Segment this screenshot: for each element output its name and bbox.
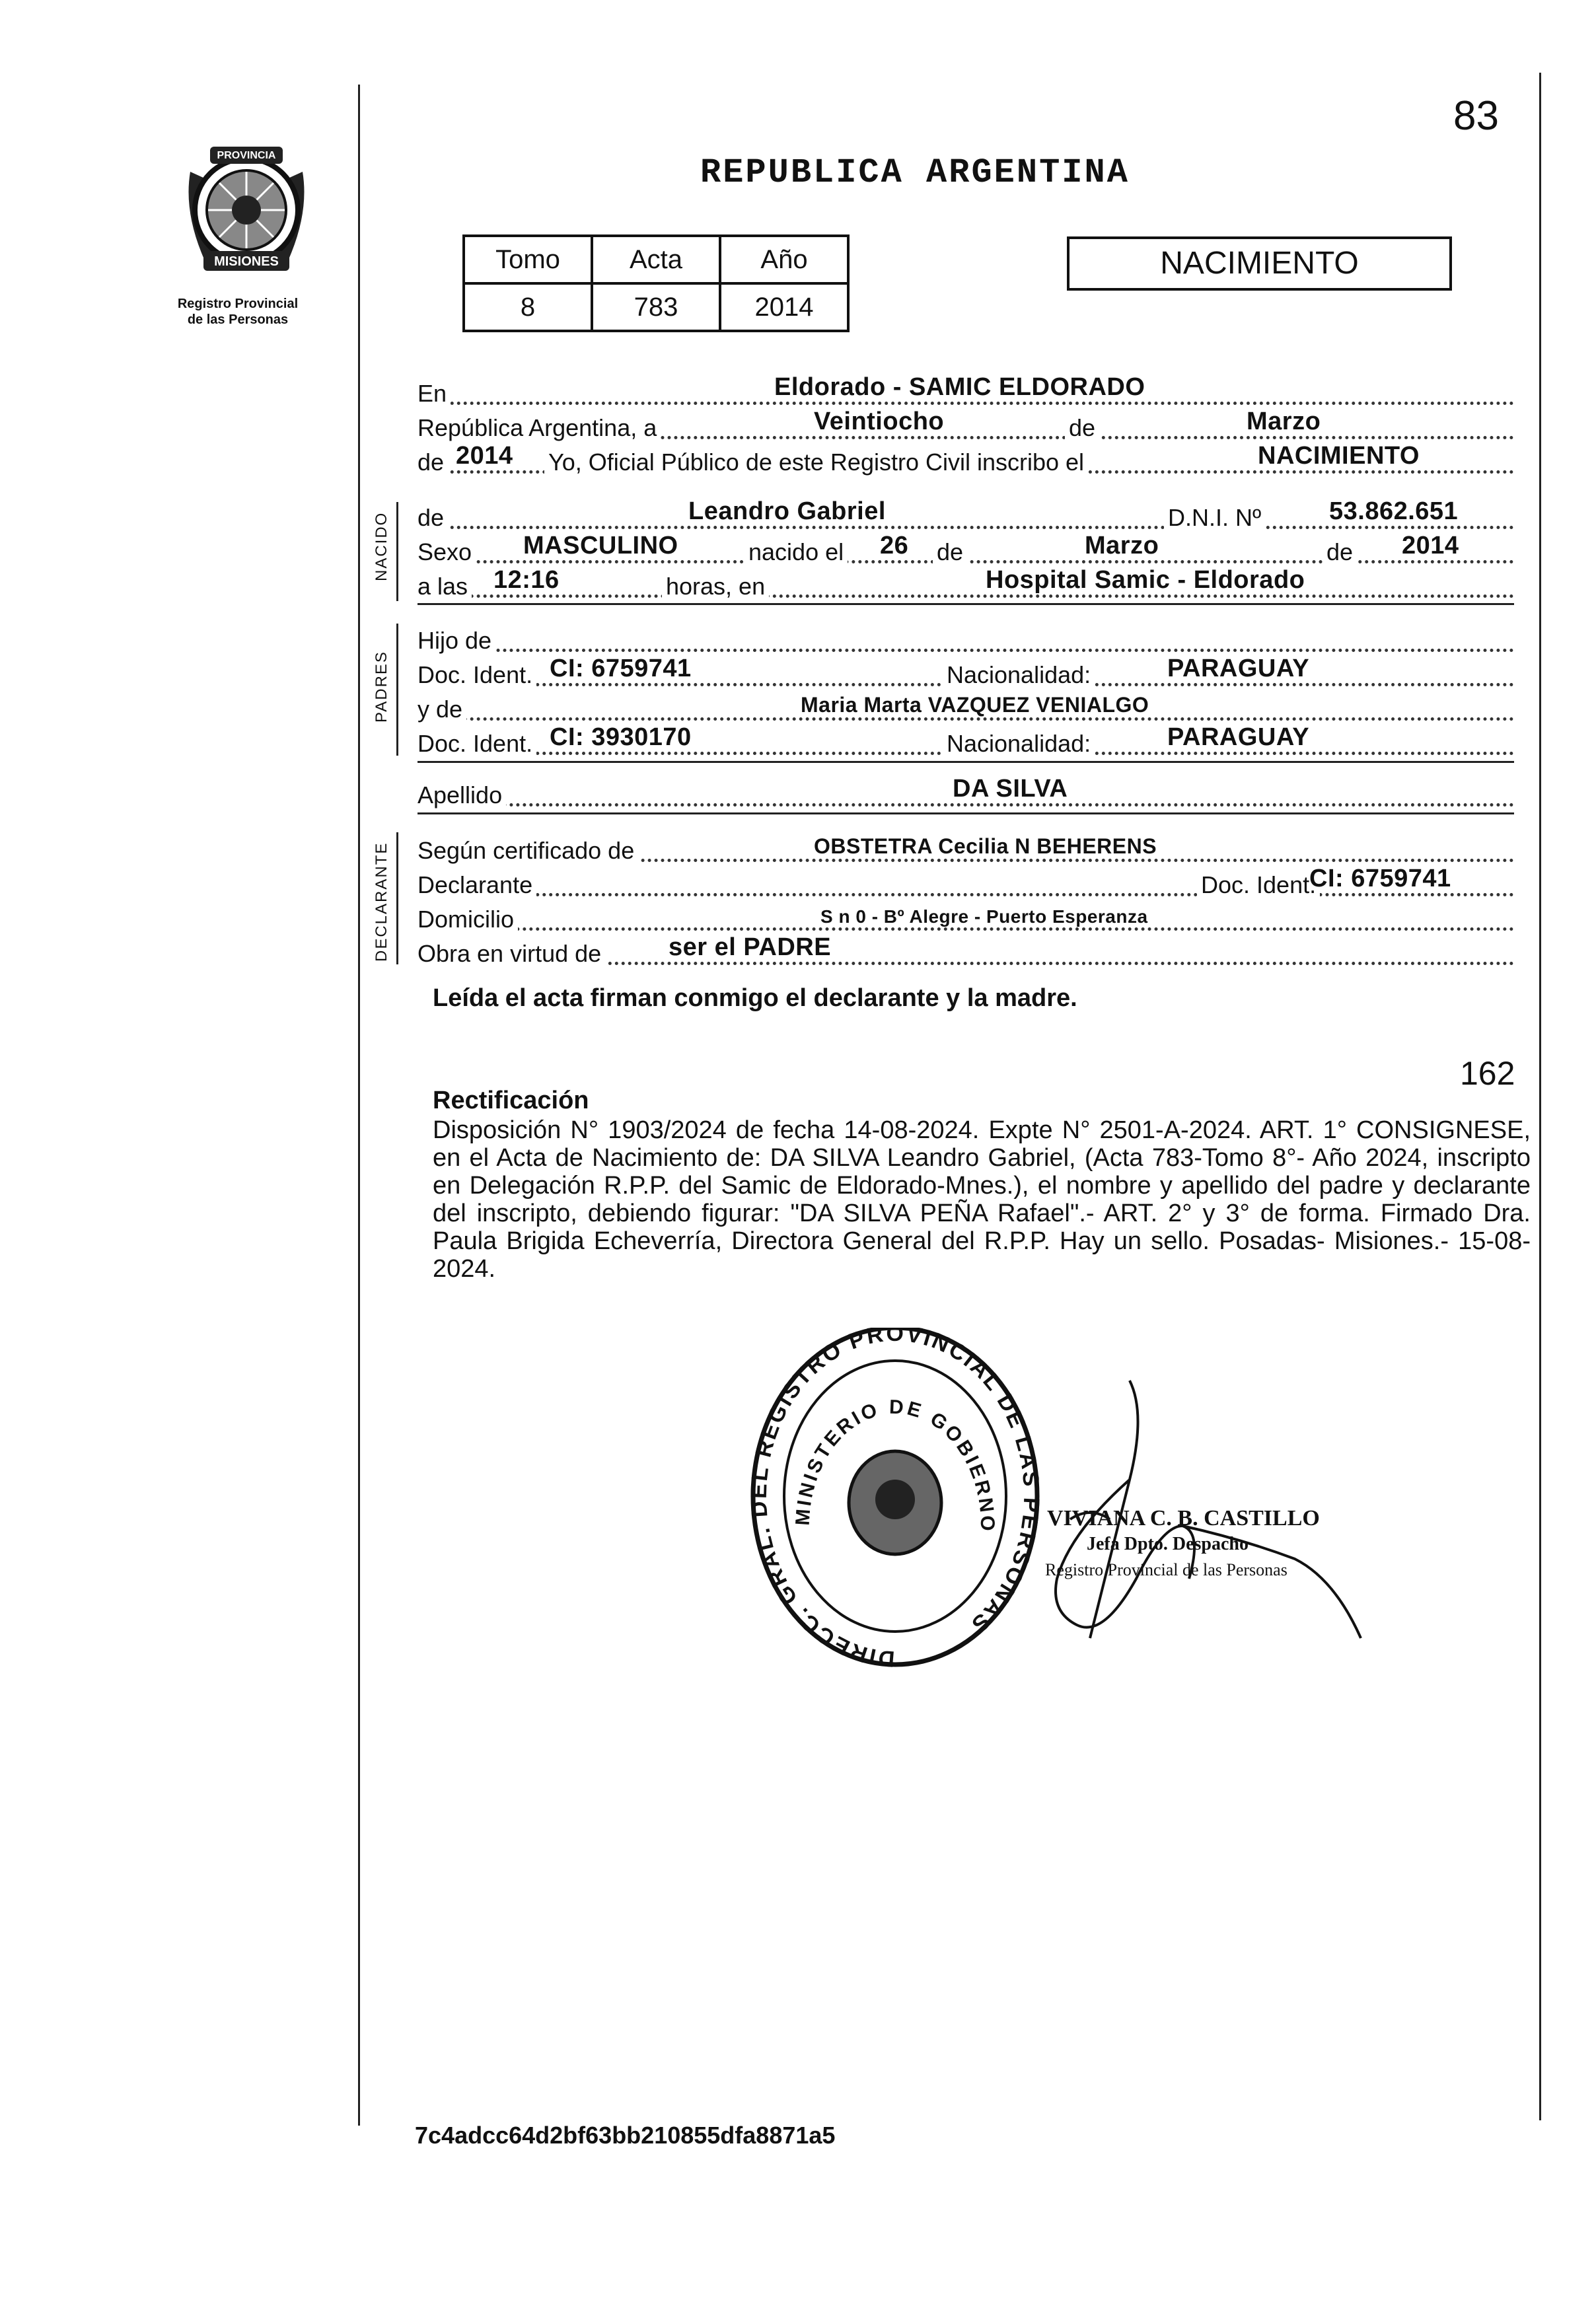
separator-3 [417,812,1514,814]
father-nac-label: Nacionalidad: [943,662,1095,688]
yde-label: y de [417,696,466,723]
row-apellido [417,775,1514,809]
page-title: REPUBLICA ARGENTINA [700,153,1130,192]
decl-doc-label: Doc. Ident. [1197,872,1320,898]
las-label: a las [417,573,472,600]
row-year-official [417,442,1514,476]
dni-label: D.N.I. Nº [1164,505,1265,531]
official-text: Yo, Oficial Público de este Registro Civil inscribo el [544,449,1088,476]
row-en [417,373,1514,407]
nacido-de-label: de [417,505,448,531]
mother-nac-label: Nacionalidad: [943,731,1095,757]
nacido-bracket [396,502,398,601]
row-nacido-name [417,497,1514,531]
row-father-doc [417,655,1514,688]
registry-logo [164,132,329,291]
right-margin-line [1539,73,1541,2120]
value-anio: 2014 [720,283,848,331]
republica-label: República Argentina, a [417,415,661,441]
obra-value: ser el PADRE [669,933,832,961]
declarante-field-label: Declarante [417,872,536,898]
registry-caption-line2: de las Personas [187,312,289,327]
birth-time: 12:16 [493,566,560,594]
nacido-label: NACIDO [373,511,390,581]
row-declarante [417,865,1514,898]
en-label: En [417,380,451,407]
birth-year: 2014 [1402,532,1459,559]
row-domicilio [417,902,1514,933]
domicilio-value: S n 0 - Bº Alegre - Puerto Esperanza [820,906,1148,927]
svg-text:PROVINCIA: PROVINCIA [217,150,276,161]
year-value: 2014 [456,442,513,470]
stamp-outer-text: DIRECC. GRAL. DEL REGISTRO PROVINCIAL DE LAS PERSONAS [746,1328,1044,1672]
mother-nationality: PARAGUAY [1167,723,1310,751]
mother-doc: CI: 3930170 [550,723,692,751]
obra-label: Obra en virtud de [417,941,605,967]
page-number: 83 [1453,93,1499,139]
left-margin-line [358,85,360,2126]
birth-de-label2: de [1323,539,1357,565]
place-value: Eldorado - SAMIC ELDORADO [774,373,1145,401]
hijo-label: Hijo de [417,628,495,654]
cert-label: Según certificado de [417,838,638,864]
rectification-number: 162 [1460,1055,1515,1092]
child-name: Leandro Gabriel [688,497,886,525]
certificate-value: OBSTETRA Cecilia N BEHERENS [814,834,1157,858]
sexo-label: Sexo [417,539,476,565]
official-stamp [746,1328,1044,1684]
record-table [462,234,850,332]
closing-statement: Leída el acta firman conmigo el declarante y la madre. [433,984,1077,1012]
dni-value: 53.862.651 [1329,497,1459,525]
rectification-title: Rectificación [433,1087,589,1114]
separator-1 [417,603,1514,605]
document-hash: 7c4adcc64d2bf63bb210855dfa8871a5 [415,2122,836,2149]
value-acta: 783 [592,283,720,331]
de2-label: de [417,449,448,476]
declarante-bracket [396,832,398,964]
header-acta: Acta [592,236,720,283]
stamp-inner-text: MINISTERIO DE GOBIERNO [791,1396,999,1534]
declarante-label: DECLARANTE [373,842,390,962]
birth-day: 26 [880,532,909,559]
father-nationality: PARAGUAY [1167,655,1310,682]
birth-month: Marzo [1085,532,1159,559]
row-sexo [417,532,1514,565]
row-certificado [417,834,1514,864]
row-obra [417,933,1514,967]
row-republica [417,408,1514,441]
apellido-label: Apellido [417,782,506,809]
registry-caption [152,296,324,328]
domicilio-label: Domicilio [417,906,518,933]
act-type-value: NACIMIENTO [1258,442,1420,470]
separator-2 [417,761,1514,763]
father-doc: CI: 6759741 [550,655,692,682]
signer-name: VIVIANA C. B. CASTILLO [1047,1506,1320,1530]
record-type-box: NACIMIENTO [1067,236,1452,291]
padres-bracket [396,624,398,756]
horas-label: horas, en [662,573,769,600]
value-tomo: 8 [464,283,592,331]
signer-role: Jefa Dpto. Despacho [1087,1534,1249,1554]
header-anio: Año [720,236,848,283]
mother-doc-label: Doc. Ident. [417,731,536,757]
row-mother-doc [417,723,1514,757]
header-tomo: Tomo [464,236,592,283]
month-value: Marzo [1247,408,1321,435]
mother-name: Maria Marta VAZQUEZ VENIALGO [801,693,1149,717]
de-label: de [1065,415,1099,441]
svg-text:MISIONES: MISIONES [214,254,279,269]
padres-label: PADRES [373,651,390,723]
birth-place: Hospital Samic - Eldorado [986,566,1305,594]
signer-org: Registro Provincial de las Personas [1045,1560,1288,1579]
decl-doc-value: CI: 6759741 [1309,865,1451,892]
rectification-text: Disposición N° 1903/2024 de fecha 14-08-2024. Expte N° 2501-A-2024. ART. 1° CONSIGNESE, en el Acta de Nacimiento de: DA SILVA Leandro Gabriel, (Acta 783-Tomo 8°- Año 2024, inscripto en Delegación R.P.P. del Samic de Eldorado-Mnes.), el nombre y apellido del padre y declarante del inscripto, debiendo figurar: "DA SILVA PEÑA Rafael".- ART. 2° y 3° de forma. Firmado Dra. Paula Brigida Echeverría, Directora General del R.P.P. Hay un sello. Posadas- Misiones.- 15-08-2024. [433,1116,1531,1283]
row-hora [417,566,1514,600]
day-text-value: Veintiocho [814,408,945,435]
father-doc-label: Doc. Ident. [417,662,536,688]
apellido-value: DA SILVA [953,775,1068,803]
sexo-value: MASCULINO [523,532,678,559]
birth-de-label: de [933,539,967,565]
nacido-el-label: nacido el [744,539,848,565]
row-mother [417,692,1514,723]
row-hijo [417,624,1514,654]
registry-caption-line1: Registro Provincial [177,297,299,311]
